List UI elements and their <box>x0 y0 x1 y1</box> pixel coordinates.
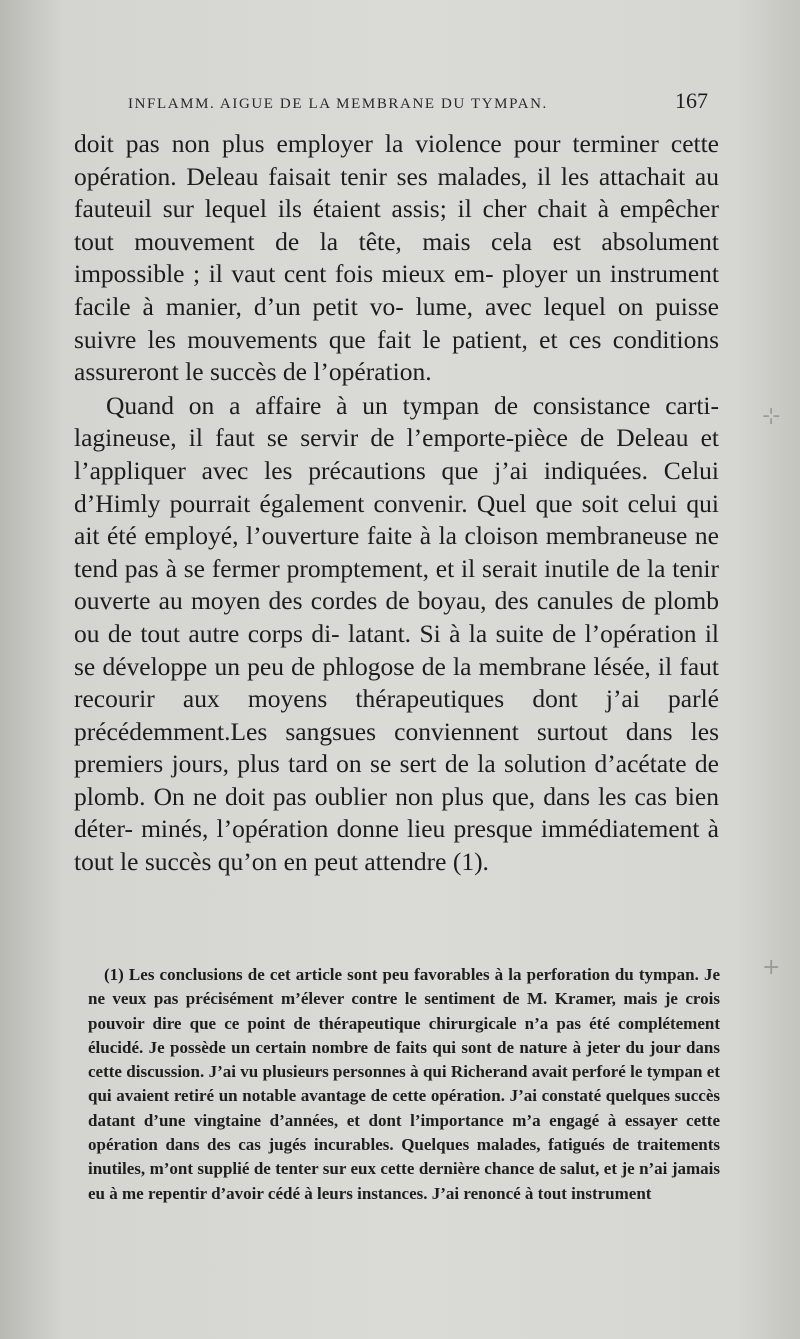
body-text <box>74 128 719 879</box>
page-number: 167 <box>675 88 708 113</box>
bleed-through-mark: ⊹ <box>762 404 781 429</box>
paragraph: Quand on a affaire à un tympan de consistance carti- lagineuse, il faut se servir de l’emporte-pièce de Deleau et l’appliquer avec les précautions que j’ai indiquées. Celui d’Himly pourrait également convenir. Quel que soit celui qui ait été employé, l’ouverture faite à la cloison membraneuse ne tend pas à se fermer promptement, et il serait inutile de la tenir ouverte au moyen des cordes de boyau, des canules de plomb ou de tout autre corps di- latant. Si à la suite de l’opération il se développe un peu de phlogose de la membrane lésée, il faut recourir aux moyens thérapeutiques dont j’ai parlé précédemment.Les sangsues conviennent surtout dans les premiers jours, plus tard on se sert de la solution d’acétate de plomb. On ne doit pas oublier non plus que, dans les cas bien déter- minés, l’opération donne lieu presque immédiatement à tout le succès qu’on en peut attendre (1). <box>74 390 719 877</box>
page-header <box>128 88 708 114</box>
footnote-text: (1) Les conclusions de cet article sont peu favorables à la perforation du tympan. Je ne veux pas précisément m’élever contre le sentiment de M. Kramer, mais je crois pouvoir dire que ce point de thérapeutique chirurgicale n’a pas été complétement élucidé. Je possède un certain nombre de faits qui sont de nature à jeter du jour dans cette discussion. J’ai vu plusieurs personnes à qui Richerand avait perforé le tympan et qui avaient retiré un notable avantage de cette opération. J’ai constaté quelques succès datant d’une vingtaine d’années, et dont l’importance m’a engagé à essayer cette opération dans des cas jugés incurables. Quelques malades, fatigués de traitements inutiles, m’ont supplié de tenter sur eux cette dernière chance de salut, et je n’ai jamais eu à me repentir d’avoir cédé à leurs instances. J’ai renoncé à tout instrument <box>88 965 720 1203</box>
paragraph: doit pas non plus employer la violence pour terminer cette opération. Deleau faisait tenir ses malades, il les attachait au fauteuil sur lequel ils étaient assis; il cher chait à empêcher tout mouvement de la tête, mais cela est absolument impossible ; il vaut cent fois mieux em- ployer un instrument facile à manier, d’un petit vo- lume, avec lequel on puisse suivre les mouvements que fait le patient, et ces conditions assureront le succès de l’opération. <box>74 129 719 387</box>
footnote <box>88 963 720 1206</box>
running-head: INFLAMM. AIGUE DE LA MEMBRANE DU TYMPAN. <box>128 96 548 112</box>
bleed-through-mark: + <box>762 955 781 980</box>
